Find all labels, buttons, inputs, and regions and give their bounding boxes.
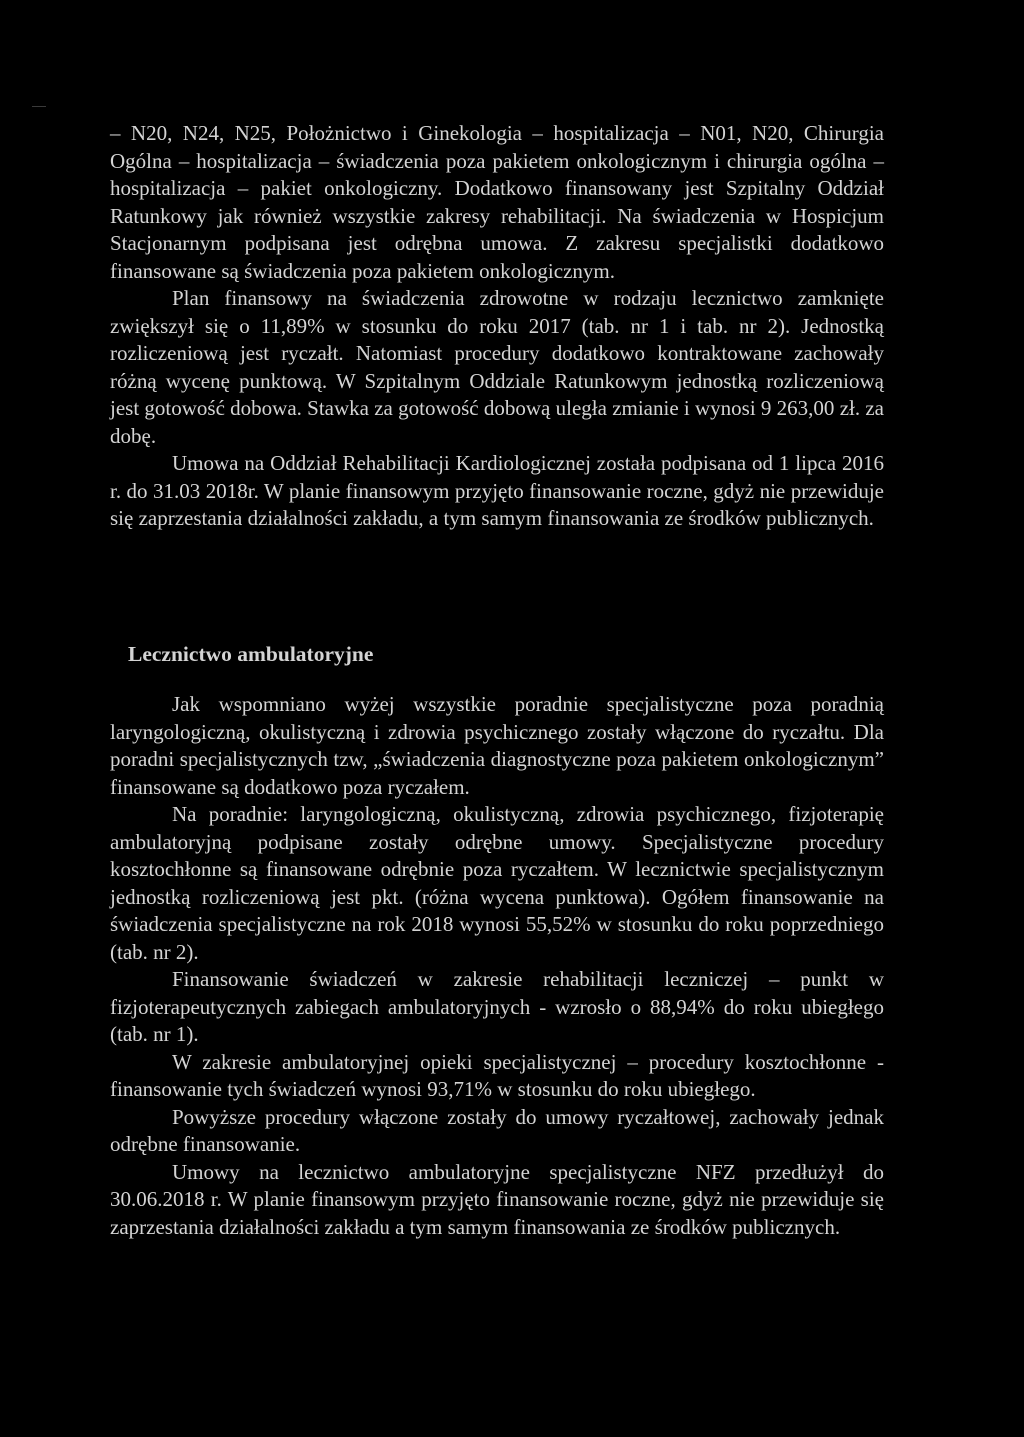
paragraph-outpatient-clinics: Jak wspomniano wyżej wszystkie poradnie specjalistyczne poza poradnią laryngologiczną, okulistyczną i zdrowia psychicznego zostały włączone do ryczałtu. Dla poradni specjalistycznych tzw, „świadczenia diagnostyczne poza pakietem onkologicznym” finansowane są dodatkowo poza ryczałem.: [110, 692, 884, 799]
paragraph-contract-extension: Umowy na lecznictwo ambulatoryjne specjalistyczne NFZ przedłużył do 30.06.2018 r. W planie finansowym przyjęto finansowanie roczne, gdyż nie przewiduje się zaprzestania działalności zakładu a tym samym finansowania ze środków publicznych.: [110, 1159, 884, 1239]
paragraph-lump-sum-inclusion: Powyższe procedury włączone zostały do umowy ryczałtowej, zachowały jednak odrębne finansowanie.: [110, 1104, 884, 1156]
paragraph-specialist-procedures: W zakresie ambulatoryjnej opieki specjalistycznej – procedury kosztochłonne - finansowanie tych świadczeń wynosi 93,71% w stosunku do roku ubiegłego.: [110, 1049, 884, 1101]
section-heading: Lecznictwo ambulatoryjne: [128, 642, 374, 666]
paragraph-financial-plan: Plan finansowy na świadczenia zdrowotne w rodzaju lecznictwo zamknięte zwiększył się o 11,89% w stosunku do roku 2017 (tab. nr 1 i tab. nr 2). Jednostką rozliczeniową jest ryczałt. Natomiast procedury dodatkowo kontraktowane zachowały różną wycenę punktową. W Szpitalnym Oddziale Ratunkowym jednostką rozliczeniową jest gotowość dobowa. Stawka za gotowość dobową uległa zmianie i wynosi 9 263,00 zł. za dobę.: [110, 286, 884, 448]
paragraph-rehabilitation-contract: Umowa na Oddział Rehabilitacji Kardiologicznej została podpisana od 1 lipca 2016 r. do 31.03 2018r. W planie finansowym przyjęto finansowanie roczne, gdyż nie przewiduje się zaprzestania działalności zakładu, a tym samym finansowania ze środków publicznych.: [110, 451, 884, 530]
section-outpatient: [110, 691, 884, 1241]
paragraph-separate-contracts: Na poradnie: laryngologiczną, okulistyczną, zdrowia psychicznego, fizjoterapię ambulatoryjną podpisane zostały odrębne umowy. Specjalistyczne procedury kosztochłonne są finansowane odrębnie poza ryczałtem. W lecznictwie specjalistycznym jednostką rozliczeniową jest pkt. (różna wycena punktowa). Ogółem finansowanie na świadczenia specjalistyczne na rok 2018 wynosi 55,52% w stosunku do roku poprzedniego (tab. nr 2).: [110, 802, 884, 964]
scan-artifact-mark: [32, 106, 46, 107]
paragraph-rehabilitation-financing: Finansowanie świadczeń w zakresie rehabilitacji leczniczej – punkt w fizjoterapeutycznych zabiegach ambulatoryjnych - wzrosło o 88,94% do roku ubiegłego (tab. nr 1).: [110, 967, 884, 1046]
paragraph-inpatient-scope: – N20, N24, N25, Położnictwo i Ginekologia – hospitalizacja – N01, N20, Chirurgia Ogólna – hospitalizacja – świadczenia poza pakietem onkologicznym i chirurgia ogólna – hospitalizacja – pakiet onkologiczny. Dodatkowo finansowany jest Szpitalny Oddział Ratunkowy jak również wszystkie zakresy rehabilitacji. Na świadczenia w Hospicjum Stacjonarnym podpisana jest odrębna umowa. Z zakresu specjalistki dodatkowo finansowane są świadczenia poza pakietem onkologicznym.: [110, 121, 884, 283]
section-inpatient: [110, 120, 884, 533]
